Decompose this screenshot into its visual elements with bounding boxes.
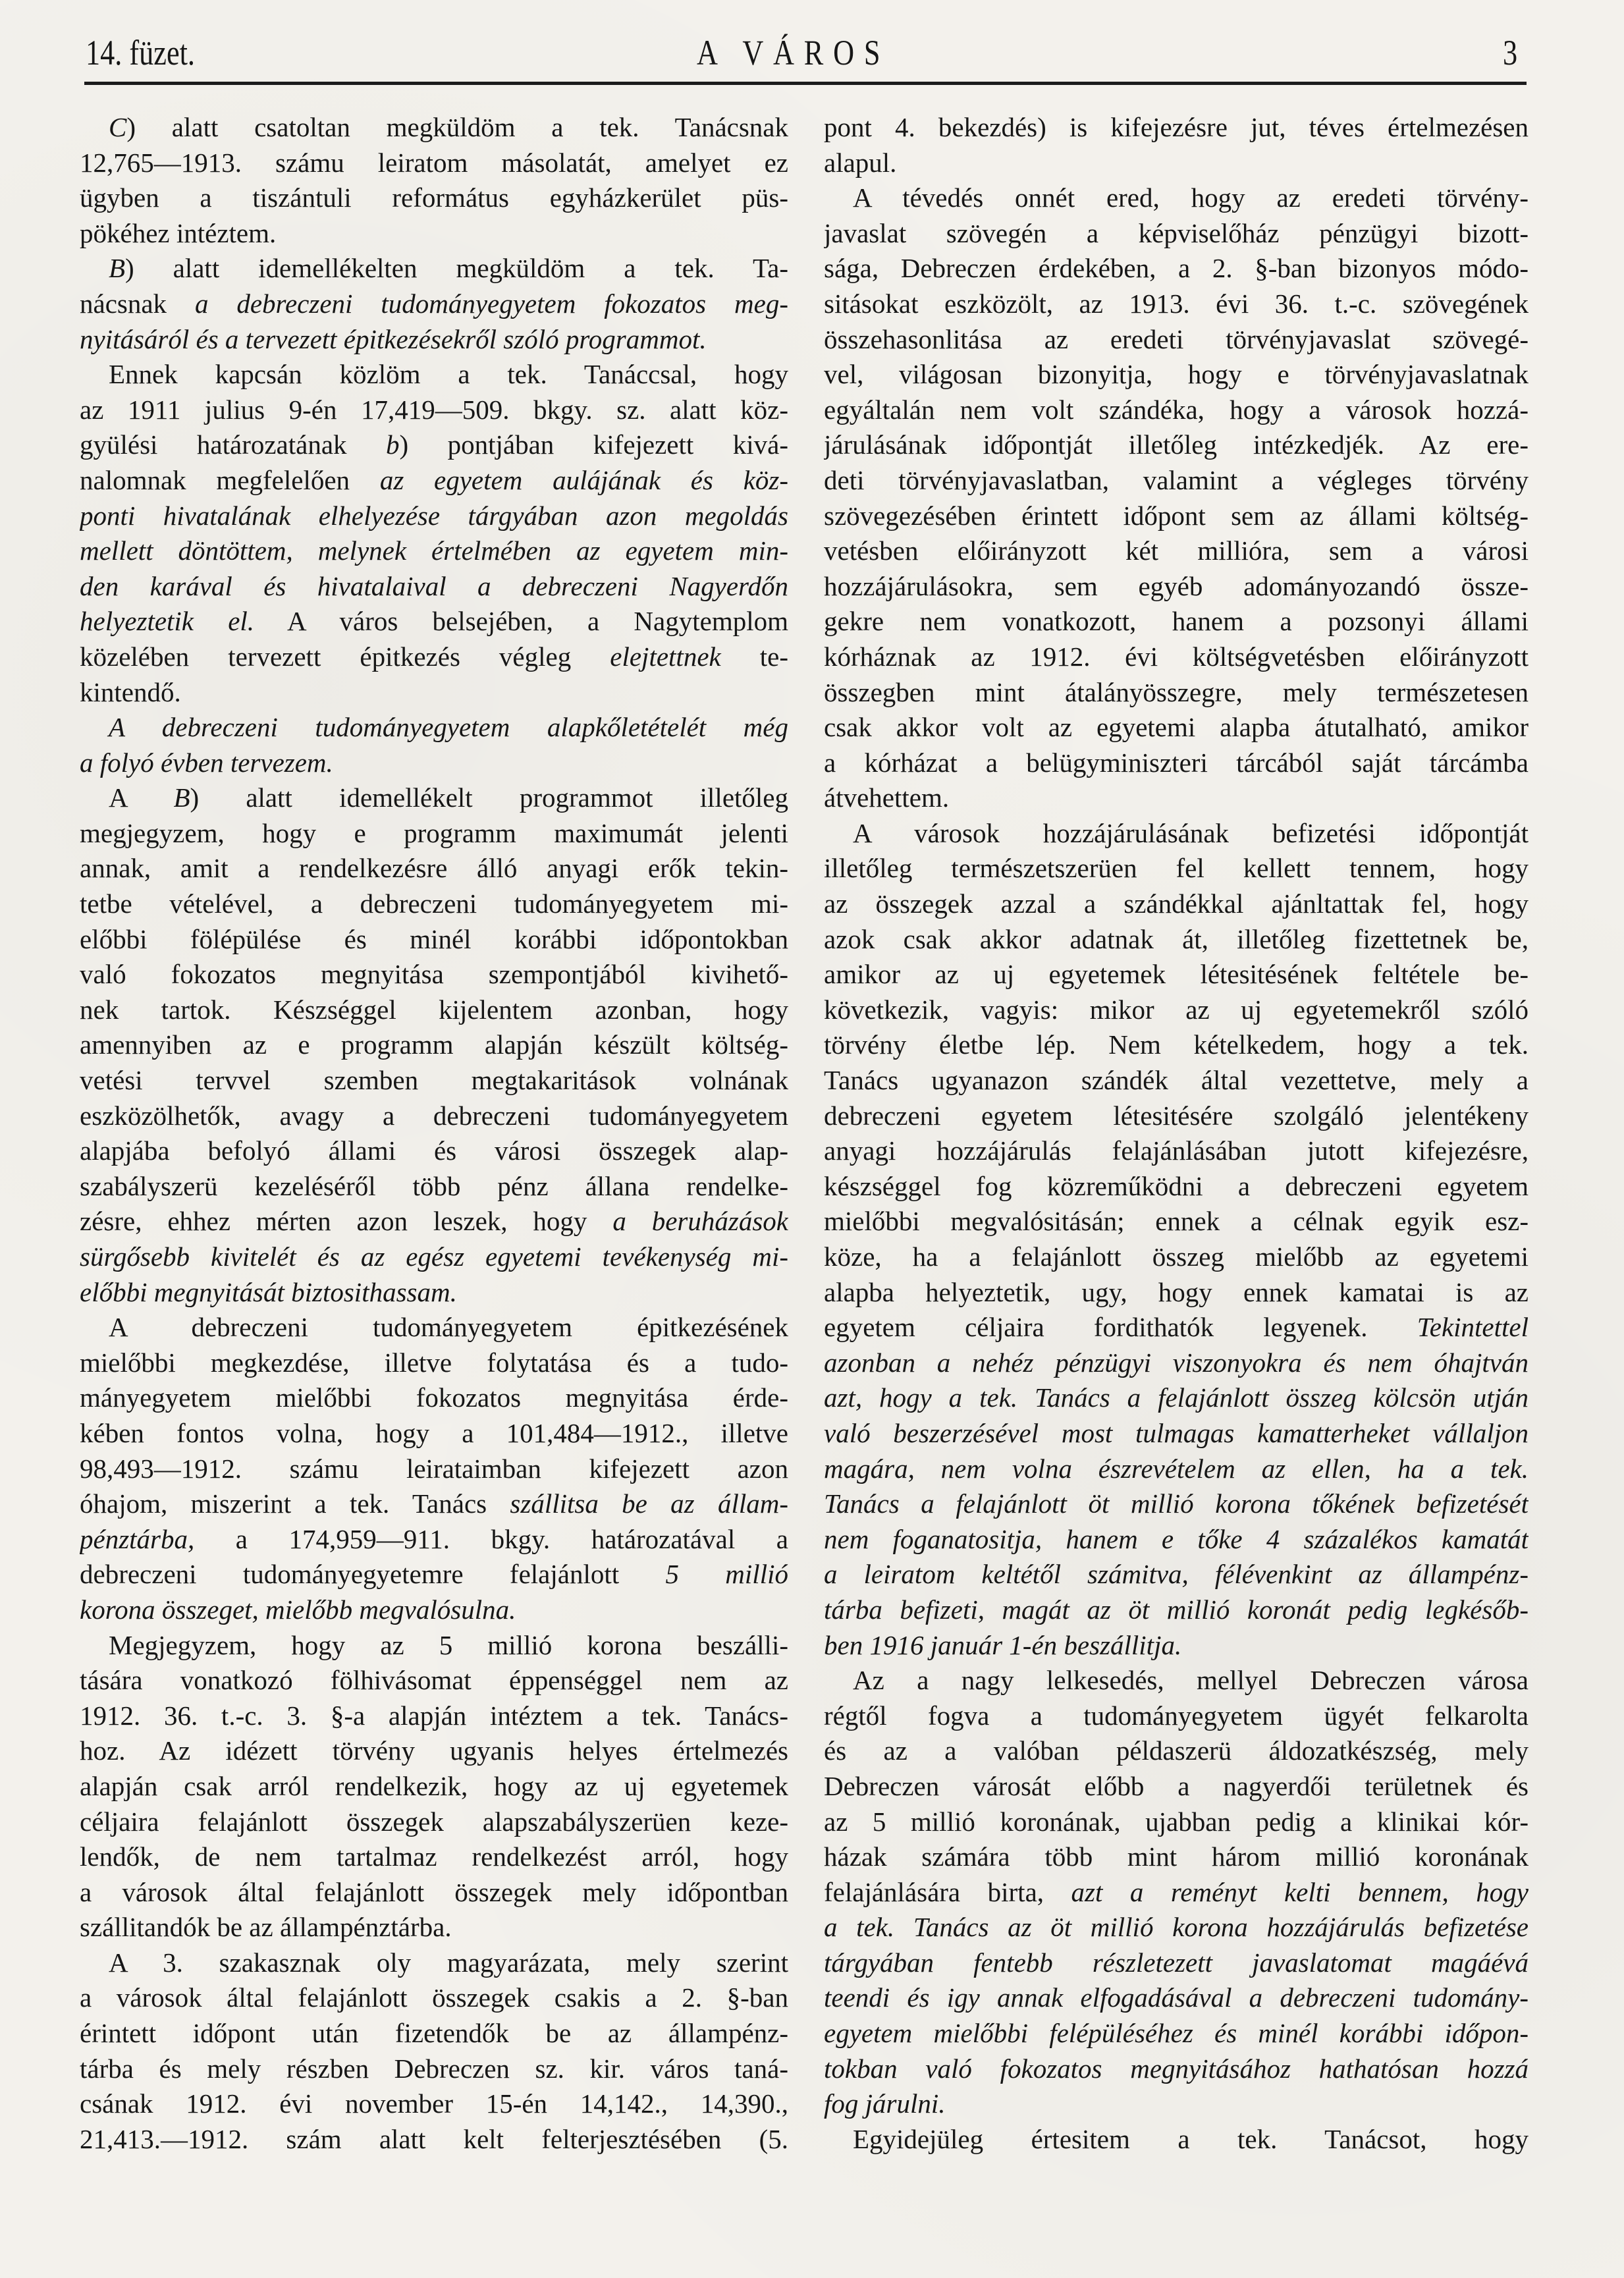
text-line (824, 216, 1529, 252)
text-line (80, 2086, 788, 2122)
text-line (824, 1204, 1529, 1239)
text-line (80, 1345, 788, 1381)
body-text: előbbi fölépülése és minél korábbi időpontokban (80, 923, 788, 954)
body-text: érintett időpont után fizetendők be az állampénz- (80, 2018, 788, 2049)
italic-text: tárgyában fentebb részletezett javaslatomat magáévá (824, 1947, 1529, 1978)
text-line (80, 886, 788, 922)
text-line (824, 922, 1529, 958)
text-line (824, 110, 1529, 146)
italic-text: A debreczeni tudományegyetem alapkőletételét még (109, 712, 788, 743)
body-text: összegben mint átalányösszegre, mely természetesen (824, 676, 1529, 707)
body-text: alapjába befolyó állami és városi összegek alap- (80, 1135, 788, 1166)
text-line (824, 1910, 1529, 1945)
body-text: az 1911 julius 9-én 17,419—509. bkgy. sz. alatt köz- (80, 394, 788, 425)
body-text: céljaira felajánlott összegek alapszabályszerüen keze- (80, 1806, 788, 1837)
text-line (80, 1027, 788, 1063)
text-line (824, 180, 1529, 216)
header-rule (84, 82, 1527, 85)
body-text: való fokozatos megnyitása szempontjából kivihető- (80, 959, 788, 990)
text-line (80, 427, 788, 463)
text-line (824, 1804, 1529, 1840)
text-line (80, 1980, 788, 2016)
text-line (824, 322, 1529, 358)
body-text: törvény életbe lép. Nem kételkedem, hogy a tek. (824, 1029, 1529, 1060)
italic-text: mellett döntöttem, melynek értelmében az egyetem min- (80, 535, 788, 566)
text-line (824, 1628, 1529, 1664)
body-text: pont 4. bekezdés) is kifejezésre jut, téves értelmezésen (824, 112, 1529, 142)
italic-text: B (109, 253, 126, 284)
text-line (80, 1628, 788, 1664)
text-line (80, 922, 788, 958)
text-line (824, 1769, 1529, 1804)
text-line (824, 1980, 1529, 2016)
text-line (80, 1133, 788, 1169)
body-text: régtől fogva a tudományegyetem ügyét felkarolta (824, 1700, 1529, 1731)
italic-text: nem foganatositja, hanem e tőke 4 százalékos kamatát (824, 1523, 1529, 1554)
text-line (80, 1486, 788, 1522)
body-text: nalomnak megfelelően (80, 464, 380, 495)
text-line (824, 604, 1529, 639)
body-text: kórháznak az 1912. évi költségvetésben előirányzott (824, 641, 1529, 672)
italic-text: sürgősebb kivitelét és az egész egyetemi tevékenység mi- (80, 1241, 788, 1272)
text-line (80, 1769, 788, 1804)
text-line (80, 746, 788, 781)
body-text: mielőbbi megvalósitásán; ennek a célnak egyik esz- (824, 1206, 1529, 1237)
italic-text: magára, nem volna észrevételem az ellen, ha a tek. (824, 1453, 1529, 1484)
body-text: lendők, de nem tartalmaz rendelkezést arról, hogy (80, 1841, 788, 1872)
body-text: vetésben előirányzott két millióra, sem a városi (824, 535, 1529, 566)
italic-text: Tanács a felajánlott öt millió korona tőkének befizetését (824, 1488, 1529, 1519)
body-text: kében fontos volna, hogy a 101,484—1912., illetve (80, 1417, 788, 1448)
body-text: 98,493—1912. számu leirataimban kifejezett azon (80, 1453, 788, 1484)
text-line (824, 1027, 1529, 1063)
body-text: A város belsejében, a Nagytemplom (254, 606, 788, 637)
body-text: annak, amit a rendelkezésre álló anyagi erők tekin- (80, 853, 788, 884)
text-line (80, 1416, 788, 1451)
text-line (824, 1275, 1529, 1311)
text-line (824, 710, 1529, 746)
body-text: vetési tervvel szemben megtakaritások volnának (80, 1065, 788, 1096)
italic-text: egyetem mielőbbi felépüléséhez és minél korábbi időpon- (824, 2018, 1529, 2049)
body-text: alapul. (824, 147, 897, 178)
text-line (824, 286, 1529, 322)
text-line (824, 2051, 1529, 2087)
body-text: köze, ha a felajánlott összeg mielőbb az egyetemi (824, 1241, 1529, 1272)
publication-title: A VÁROS (697, 33, 890, 72)
text-line (80, 1592, 788, 1628)
text-line (824, 1451, 1529, 1487)
body-text: mielőbbi megkezdése, illetve folytatása és a tudo- (80, 1347, 788, 1378)
body-text: csának 1912. évi november 15-én 14,142., 14,390., (80, 2088, 788, 2119)
text-line (80, 1239, 788, 1275)
italic-text: előbbi megnyitását biztosithassam. (80, 1276, 457, 1307)
body-text: 12,765—1913. számu leiratom másolatát, amelyet ez (80, 147, 788, 178)
body-text: közelében tervezett épitkezés végleg (80, 641, 610, 672)
body-text: házak számára több mint három millió koronának (824, 1841, 1529, 1872)
text-line (80, 216, 788, 252)
text-line (824, 1098, 1529, 1134)
body-text: ) alatt idemellékelt programmot illetőleg (190, 782, 788, 813)
text-line (824, 1592, 1529, 1628)
text-line (824, 357, 1529, 393)
body-text: az 5 millió koronának, ujabban pedig a klinikai kór- (824, 1806, 1529, 1837)
body-text: átvehettem. (824, 782, 950, 813)
body-text: összehasonlitása az eredeti törvényjavaslat szövegé- (824, 323, 1529, 354)
body-text: Debreczen városát előbb a nagyerdői területnek és (824, 1770, 1529, 1801)
body-text: deti törvényjavaslatban, valamint a végleges törvény (824, 464, 1529, 495)
text-line (80, 463, 788, 499)
body-text: javaslat szövegén a képviselőház pénzügyi bizott- (824, 217, 1529, 248)
text-line (80, 1169, 788, 1205)
text-line (824, 1169, 1529, 1205)
text-line (80, 322, 788, 358)
text-line (80, 1557, 788, 1592)
text-line (824, 533, 1529, 569)
text-line (80, 1839, 788, 1875)
italic-text: a folyó évben tervezem. (80, 747, 333, 778)
body-text: egyetem céljaira fordithatók legyenek. (824, 1312, 1417, 1343)
body-text: alapján csak arról rendelkezik, hogy az uj egyetemek (80, 1770, 788, 1801)
text-line (80, 2016, 788, 2051)
body-text: Az a nagy lelkesedés, mellyel Debreczen városa (853, 1665, 1529, 1696)
italic-text: ponti hivatalának elhelyezése tárgyában azon megoldás (80, 500, 788, 531)
body-text: a kórházat a belügyminiszteri tárcából saját tárcámba (824, 747, 1529, 778)
text-line (80, 1204, 788, 1239)
text-line (824, 1063, 1529, 1098)
body-text: gekre nem vonatkozott, hanem a pozsonyi állami (824, 606, 1529, 637)
text-line (80, 569, 788, 605)
italic-text: b (386, 429, 400, 460)
text-line (824, 1945, 1529, 1981)
body-text: a városok által felajánlott összegek mely időpontban (80, 1876, 788, 1907)
text-line (824, 816, 1529, 852)
body-text: debreczeni tudományegyetemre felajánlott (80, 1559, 666, 1590)
text-line (80, 1698, 788, 1734)
text-line (80, 851, 788, 886)
text-line (80, 992, 788, 1028)
italic-text: tokban való fokozatos megnyitásához hathatósan hozzá (824, 2053, 1529, 2084)
text-line (80, 1733, 788, 1769)
text-line (80, 1275, 788, 1311)
text-line (824, 992, 1529, 1028)
text-line (824, 393, 1529, 428)
page-number: 3 (1503, 33, 1518, 72)
text-line (80, 1663, 788, 1698)
italic-text: a leiratom keltétől számitva, félévenkint az állampénz- (824, 1559, 1529, 1590)
text-line (824, 957, 1529, 992)
text-line (824, 1133, 1529, 1169)
text-line (80, 2122, 788, 2157)
body-text: következik, vagyis: mikor az uj egyetemekről szóló (824, 994, 1529, 1025)
italic-text: a beruházások (612, 1206, 788, 1237)
body-text: amennyiben az e programm alapján készült költség- (80, 1029, 788, 1060)
italic-text: az egyetem aulájának és köz- (379, 464, 788, 495)
text-line (80, 110, 788, 146)
body-text: óhajom, miszerint a tek. Tanács (80, 1488, 510, 1519)
text-line (80, 1910, 788, 1945)
body-text: Ennek kapcsán közlöm a tek. Tanáccsal, hogy (109, 359, 788, 390)
body-text: nek tartok. Készséggel kijelentem azonban, hogy (80, 994, 788, 1025)
text-line (80, 1310, 788, 1345)
body-text: A tévedés onnét ered, hogy az eredeti törvény- (853, 182, 1529, 213)
text-line (824, 251, 1529, 286)
body-text: szállitandók be az állampénztárba. (80, 1912, 452, 1943)
text-line (80, 780, 788, 816)
body-text: mányegyetem mielőbbi fokozatos megnyitása érde- (80, 1382, 788, 1413)
italic-text: B (173, 782, 190, 813)
body-text: amikor az uj egyetemek létesitésének feltétele be- (824, 959, 1529, 990)
text-line (80, 1063, 788, 1098)
body-text: tárba és mely részben Debreczen sz. kir. város taná- (80, 2053, 788, 2084)
text-line (80, 286, 788, 322)
body-text: Megjegyzem, hogy az 5 millió korona beszálli- (109, 1629, 788, 1660)
text-line (80, 1875, 788, 1911)
body-text: Tanács ugyanazon szándék által vezettetve, mely a (824, 1065, 1529, 1096)
text-line (824, 1522, 1529, 1558)
body-text: nácsnak (80, 288, 195, 319)
italic-text: való beszerzésével most tulmagas kamatterheket vállaljon (824, 1417, 1529, 1448)
body-text: hoz. Az idézett törvény ugyanis helyes értelmezés (80, 1735, 788, 1766)
body-text: felajánlására birta, (824, 1876, 1071, 1907)
body-text: Egyidejüleg értesitem a tek. Tanácsot, hogy (853, 2123, 1529, 2154)
body-text: kintendő. (80, 676, 181, 707)
left-column (80, 110, 788, 2157)
body-text: vel, világosan bizonyitja, hogy e törvényjavaslatnak (824, 359, 1529, 390)
text-line (824, 1733, 1529, 1769)
body-text: eszközölhetők, avagy a debreczeni tudományegyetem (80, 1100, 788, 1131)
text-line (824, 2016, 1529, 2051)
text-line (824, 1698, 1529, 1734)
body-text: ügyben a tiszántuli református egyházkerület püs- (80, 182, 788, 213)
body-text: azok csak akkor adatnak át, illetőleg fizettetnek be, (824, 923, 1529, 954)
body-text: A debreczeni tudományegyetem épitkezésének (109, 1312, 788, 1343)
body-text: tására vonatkozó fölhivásomat éppenséggel nem az (80, 1665, 788, 1696)
body-text: készséggel fog közreműködni a debreczeni egyetem (824, 1170, 1529, 1201)
text-line (824, 639, 1529, 675)
text-line (80, 1380, 788, 1416)
text-line (80, 816, 788, 852)
text-line (80, 675, 788, 711)
text-line (824, 1486, 1529, 1522)
body-text: 21,413.—1912. szám alatt kelt felterjesztésében (5. (80, 2123, 788, 2154)
text-line (80, 1945, 788, 1981)
right-column (824, 110, 1529, 2157)
issue-label: 14. füzet. (86, 33, 195, 72)
text-line (824, 146, 1529, 181)
text-line (80, 180, 788, 216)
body-text: zésre, ehhez mérten azon leszek, hogy (80, 1206, 613, 1237)
text-line (824, 499, 1529, 534)
italic-text: azt a reményt kelti bennem, hogy (1071, 1876, 1529, 1907)
text-line (80, 1098, 788, 1134)
text-line (80, 499, 788, 534)
italic-text: ben 1916 január 1-én beszállitja. (824, 1629, 1182, 1660)
text-line (80, 251, 788, 286)
text-line (824, 1663, 1529, 1698)
italic-text: a debreczeni tudományegyetem fokozatos meg- (194, 288, 788, 319)
body-text: debreczeni egyetem létesitésére szolgáló jelentékeny (824, 1100, 1529, 1131)
text-line (824, 1380, 1529, 1416)
italic-text: pénztárba, (80, 1523, 195, 1554)
body-text: járulásának időpontját illetőleg intézkedjék. Az ere- (824, 429, 1529, 460)
body-text: gyülési határozatának (80, 429, 386, 460)
text-line (824, 675, 1529, 711)
text-line (824, 1557, 1529, 1592)
body-text: ) pontjában kifejezett kivá- (399, 429, 788, 460)
text-line (824, 1416, 1529, 1451)
body-text: és az a valóban példaszerü áldozatkészség, mely (824, 1735, 1529, 1766)
body-text: a városok által felajánlott összegek csakis a 2. §-ban (80, 1982, 788, 2013)
body-text: alapba helyeztetik, ugy, hogy ennek kamatai is az (824, 1276, 1529, 1307)
text-line (824, 2086, 1529, 2122)
text-line (80, 710, 788, 746)
body-text: ) alatt csatoltan megküldöm a tek. Tanácsnak (126, 112, 788, 142)
body-text: illetőleg természetszerüen fel kellett tennem, hogy (824, 853, 1529, 884)
text-line (80, 1804, 788, 1840)
text-line (824, 851, 1529, 886)
body-text: tetbe vételével, a debreczeni tudományegyetem mi- (80, 888, 788, 919)
italic-text: helyeztetik el. (80, 606, 255, 637)
text-line (80, 533, 788, 569)
body-text: sitásokat eszközölt, az 1913. évi 36. t.-c. szövegének (824, 288, 1529, 319)
body-text: anyagi hozzájárulás felajánlásában jutott kifejezésre, (824, 1135, 1529, 1166)
text-line (80, 1522, 788, 1558)
body-text: a 174,959—911. bkgy. határozatával a (194, 1523, 788, 1554)
text-line (80, 639, 788, 675)
body-text: csak akkor volt az egyetemi alapba átutalható, amikor (824, 712, 1529, 743)
italic-text: fog járulni. (824, 2088, 946, 2119)
italic-text: szállitsa be az állam- (510, 1488, 788, 1519)
body-text: ) alatt idemellékelten megküldöm a tek. Ta- (125, 253, 788, 284)
italic-text: azonban a nehéz pénzügyi viszonyokra és nem óhajtván (824, 1347, 1529, 1378)
text-line (824, 1310, 1529, 1345)
italic-text: nyitásáról és a tervezett épitkezésekről szóló programmot. (80, 323, 707, 354)
italic-text: den karával és hivatalaival a debreczeni Nagyerdőn (80, 570, 788, 601)
body-text: egyáltalán nem volt szándéka, hogy a városok hozzá- (824, 394, 1529, 425)
body-text: sága, Debreczen érdekében, a 2. §-ban bizonyos módo- (824, 253, 1529, 284)
text-line (80, 2051, 788, 2087)
body-text: hozzájárulásokra, sem egyéb adományozandó össze- (824, 570, 1529, 601)
italic-text: C (109, 112, 127, 142)
text-line (824, 1239, 1529, 1275)
body-text: pökéhez intéztem. (80, 217, 277, 248)
text-line (80, 1451, 788, 1487)
body-text: megjegyzem, hogy e programm maximumát jelenti (80, 817, 788, 848)
text-line (80, 604, 788, 639)
body-text: 1912. 36. t.-c. 3. §-a alapján intéztem a tek. Tanács- (80, 1700, 788, 1731)
text-line (824, 2122, 1529, 2157)
text-line (824, 569, 1529, 605)
text-line (824, 886, 1529, 922)
italic-text: Tekintettel (1417, 1312, 1529, 1343)
body-text: A (109, 782, 174, 813)
italic-text: 5 millió (665, 1559, 788, 1590)
italic-text: a tek. Tanács az öt millió korona hozzájárulás befizetése (824, 1912, 1529, 1943)
text-line (824, 427, 1529, 463)
italic-text: tárba befizeti, magát az öt millió koronát pedig legkésőb- (824, 1594, 1529, 1625)
text-line (80, 393, 788, 428)
italic-text: korona összeget, mielőbb megvalósulna. (80, 1594, 516, 1625)
text-line (80, 357, 788, 393)
italic-text: teendi és igy annak elfogadásával a debreczeni tudomány- (824, 1982, 1529, 2013)
text-line (824, 1345, 1529, 1381)
text-line (824, 463, 1529, 499)
text-line (824, 746, 1529, 781)
body-text: A városok hozzájárulásának befizetési időpontját (853, 817, 1529, 848)
text-line (824, 1875, 1529, 1911)
text-line (80, 957, 788, 992)
body-text: szabályszerü kezeléséről több pénz állana rendelke- (80, 1170, 788, 1201)
body-text: szövegezésében érintett időpont sem az állami költség- (824, 500, 1529, 531)
body-text: az összegek azzal a szándékkal ajánltattak fel, hogy (824, 888, 1529, 919)
body-text: A 3. szakasznak oly magyarázata, mely szerint (109, 1947, 788, 1978)
text-line (824, 780, 1529, 816)
italic-text: azt, hogy a tek. Tanács a felajánlott összeg kölcsön utján (824, 1382, 1529, 1413)
body-text: te- (720, 641, 788, 672)
text-line (80, 146, 788, 181)
italic-text: elejtettnek (610, 641, 721, 672)
text-line (824, 1839, 1529, 1875)
